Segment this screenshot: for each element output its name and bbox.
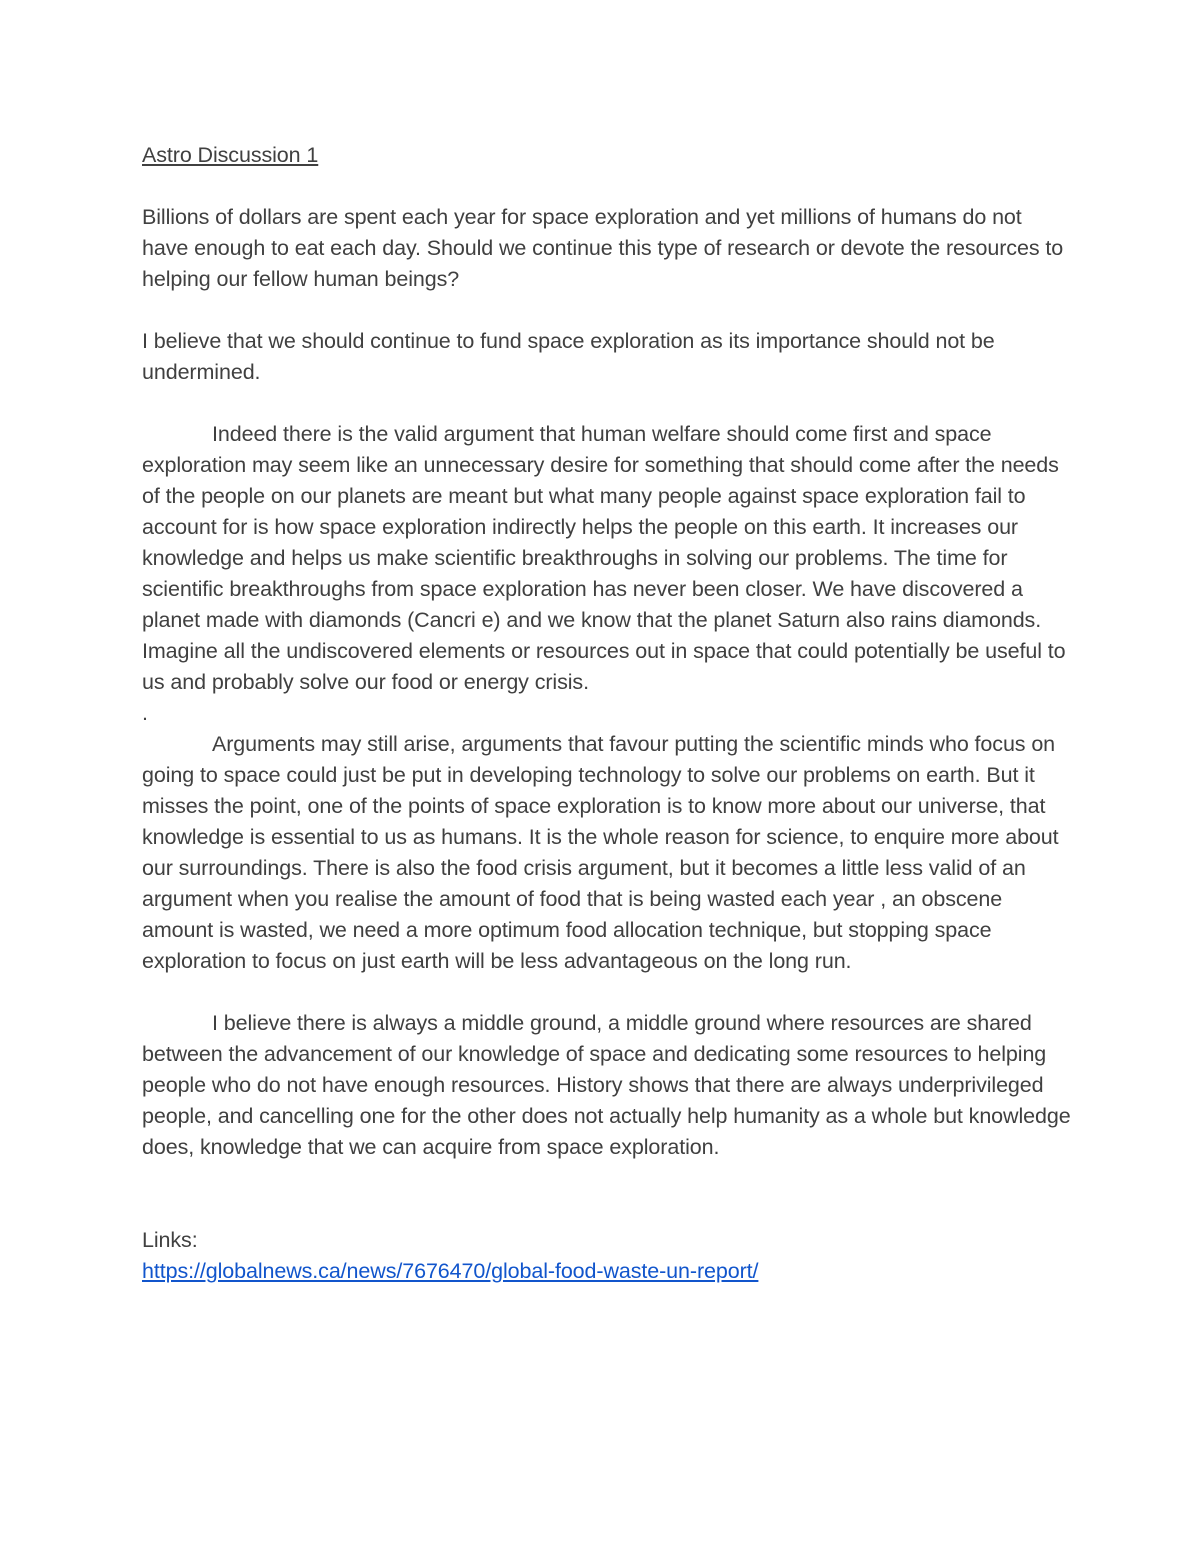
- links-label: Links:: [142, 1228, 198, 1252]
- argument-paragraph-1: Indeed there is the valid argument that human welfare should come first and space exploration may seem like an unnecessary desire for something that should come after the needs of the people on our planets are meant but what many people against space exploration fail to account for is how space exploration indirectly helps the people on this earth. It increases our knowledge and helps us make scientific breakthroughs in solving our problems. The time for scientific breakthroughs from space exploration has never been closer. We have discovered a planet made with diamonds (Cancri e) and we know that the planet Saturn also rains diamonds. Imagine all the undiscovered elements or resources out in space that could potentially be useful to us and probably solve our food or energy crisis.: [142, 422, 1066, 694]
- links-list: [142, 1256, 1072, 1287]
- reference-link[interactable]: https://globalnews.ca/news/7676470/global-food-waste-un-report/: [142, 1259, 759, 1283]
- spacer: [142, 388, 1072, 419]
- argument-paragraph-2: Arguments may still arise, arguments that favour putting the scientific minds who focus on going to space could just be put in developing technology to solve our problems on earth. But it misses the point, one of the points of space exploration is to know more about our universe, that knowledge is essential to us as humans. It is the whole reason for science, to enquire more about our surroundings. There is also the food crisis argument, but it becomes a little less valid of an argument when you realise the amount of food that is being wasted each year , an obscene amount is wasted, we need a more optimum food allocation technique, but stopping space exploration to focus on just earth will be less advantageous on the long run.: [142, 732, 1059, 973]
- separator-dot: .: [142, 701, 148, 725]
- document-body: [142, 140, 1072, 1287]
- thesis-paragraph: I believe that we should continue to fund space exploration as its importance should not be undermined.: [142, 329, 995, 384]
- conclusion-paragraph: I believe there is always a middle ground, a middle ground where resources are shared between the advancement of our knowledge of space and dedicating some resources to helping people who do not have enough resources. History shows that there are always underprivileged people, and cancelling one for the other does not actually help humanity as a whole but knowledge does, knowledge that we can acquire from space exploration.: [142, 1011, 1071, 1159]
- spacer: [142, 1163, 1072, 1194]
- spacer: [142, 977, 1072, 1008]
- spacer: [142, 295, 1072, 326]
- spacer: [142, 1194, 1072, 1225]
- question-paragraph: Billions of dollars are spent each year for space exploration and yet millions of humans do not have enough to eat each day. Should we continue this type of research or devote the resources to helping our fellow human beings?: [142, 205, 1064, 291]
- spacer: [142, 171, 1072, 202]
- document-title: Astro Discussion 1: [142, 143, 319, 167]
